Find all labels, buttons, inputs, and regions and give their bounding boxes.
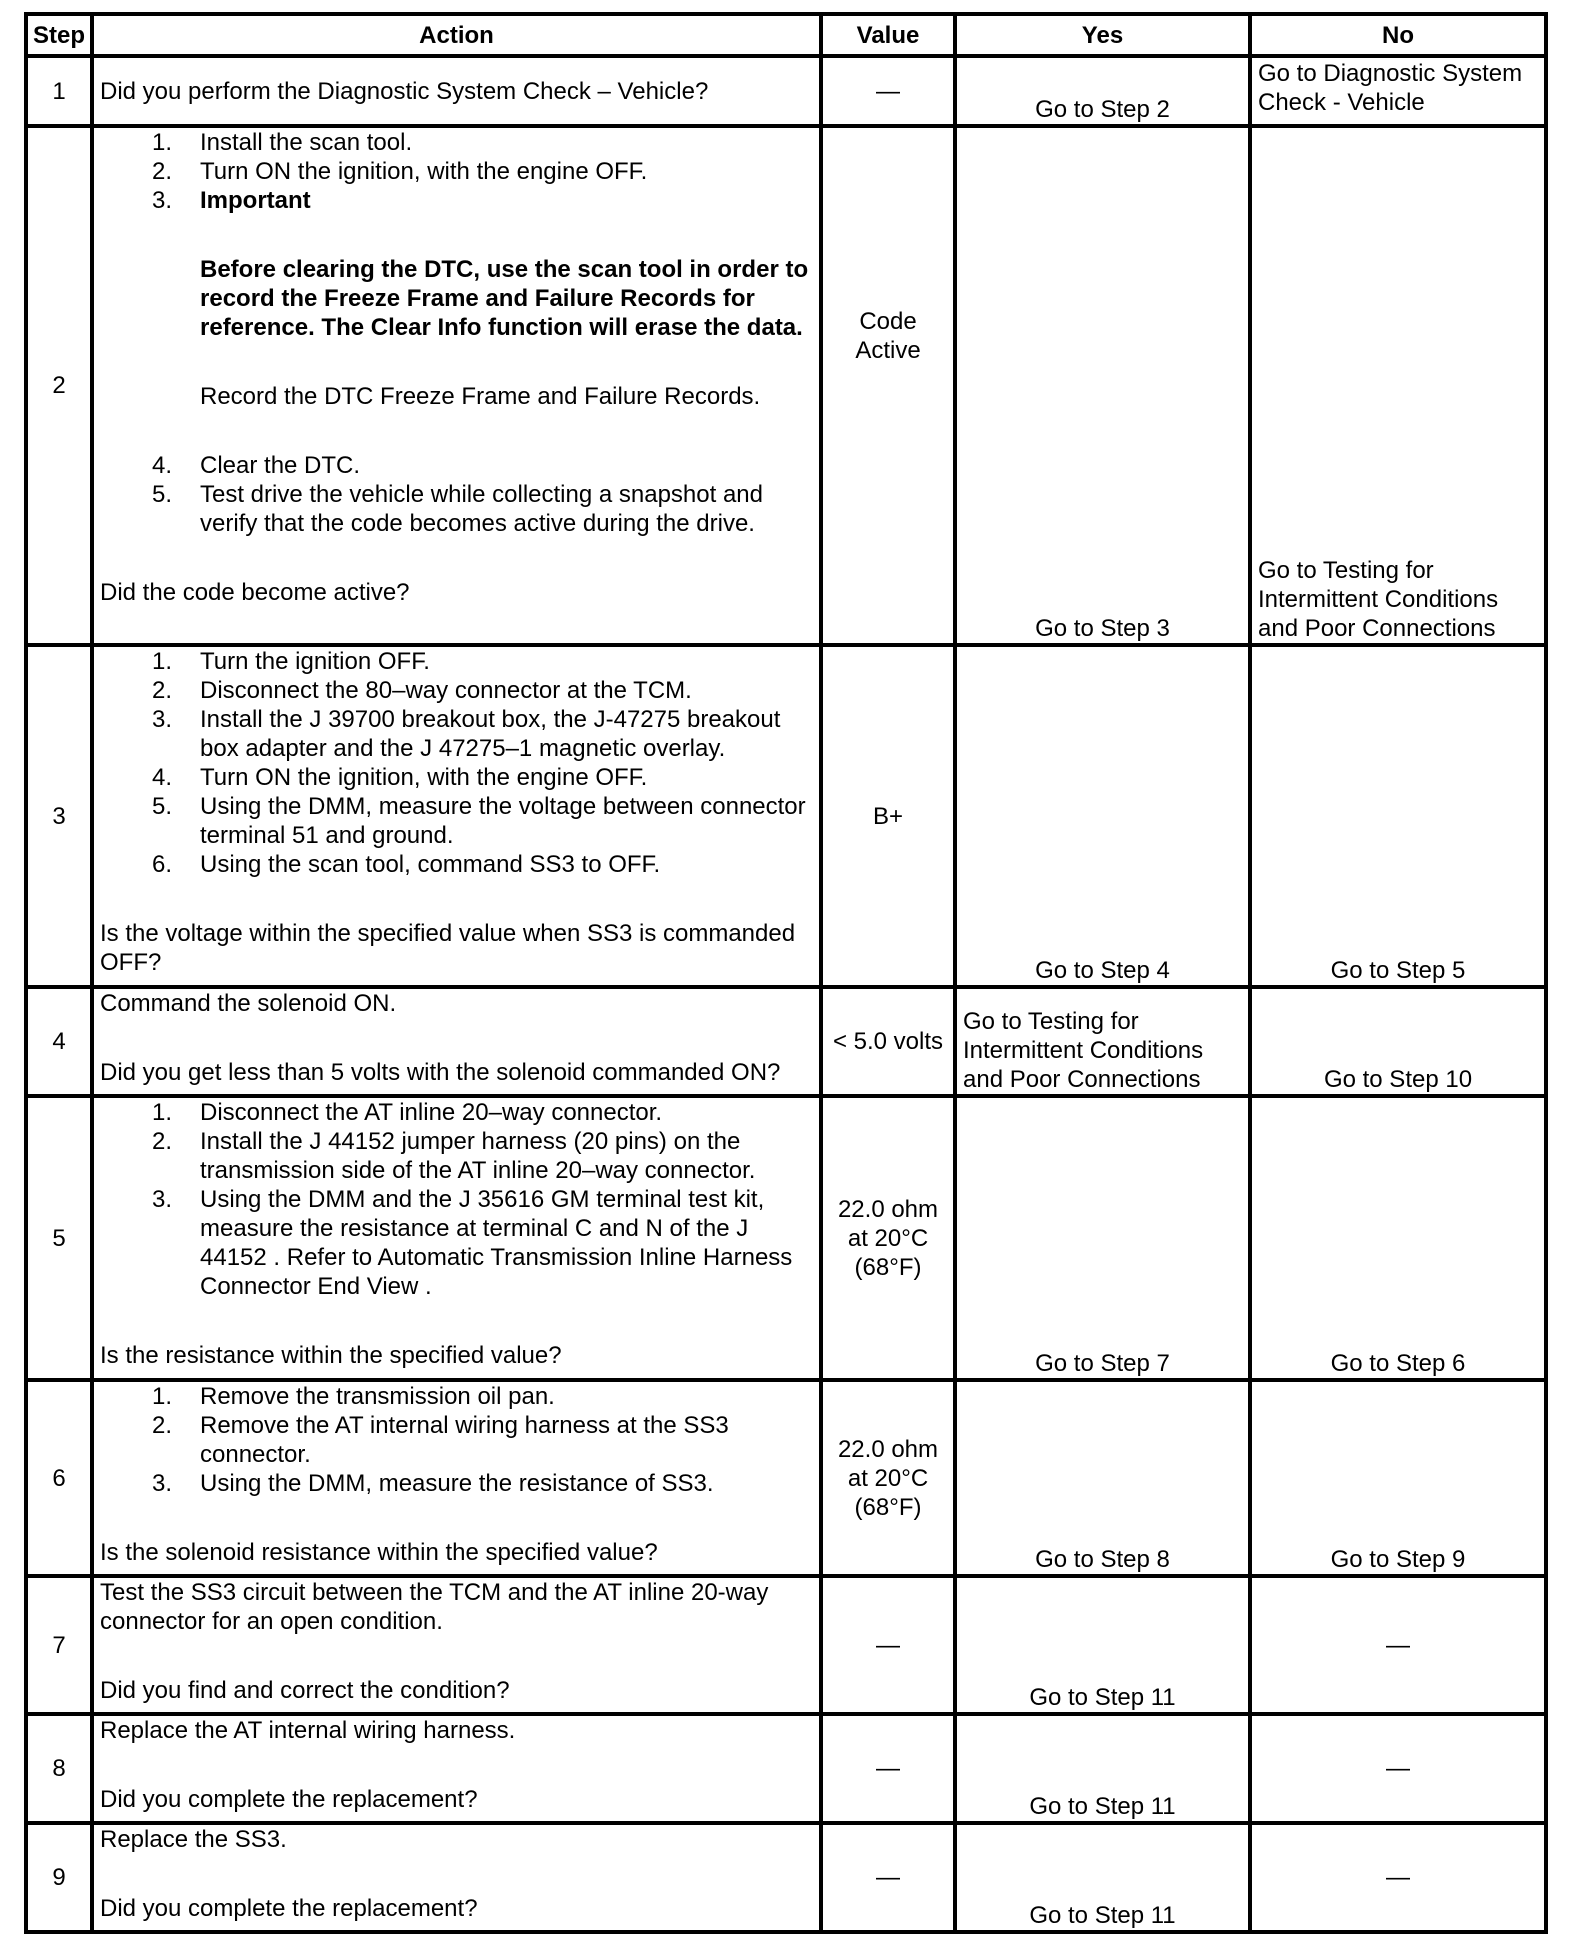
list-item: 2. Install the J 44152 jumper harness (20 pins) on the transmission side of the AT inline 20–way connector. <box>151 1128 756 1184</box>
value-cell: < 5.0 volts <box>821 987 955 1096</box>
table-row <box>26 1096 1546 1380</box>
table-row <box>26 987 1546 1096</box>
list-item: 5. Test drive the vehicle while collecting a snapshot and verify that the code becomes active during the drive. <box>151 481 763 537</box>
header-action: Action <box>92 14 821 56</box>
no-cell: — <box>1250 1576 1546 1714</box>
table-row <box>26 1823 1546 1932</box>
list-item: 3. Install the J 39700 breakout box, the J-47275 breakout box adapter and the J 47275–1 magnetic overlay. <box>151 706 781 762</box>
action-question: Did you complete the replacement? <box>100 1786 478 1813</box>
action-question: Did the code become active? <box>100 579 410 606</box>
yes-cell: Go to Step 3 <box>955 126 1250 645</box>
step-number: 8 <box>26 1714 92 1823</box>
list-item: 1. Turn the ignition OFF. <box>151 648 430 675</box>
table-row <box>26 1714 1546 1823</box>
step-number: 7 <box>26 1576 92 1714</box>
action-cell <box>92 56 821 126</box>
action-cell <box>92 1576 821 1714</box>
action-cell <box>92 1096 821 1380</box>
no-cell: Go to Diagnostic System Check - Vehicle <box>1250 56 1546 126</box>
value-cell: — <box>821 56 955 126</box>
record-instruction: Record the DTC Freeze Frame and Failure Records. <box>200 383 761 410</box>
action-question: Is the voltage within the specified value when SS3 is commanded OFF? <box>100 920 796 976</box>
list-item: 1. Install the scan tool. <box>151 129 413 156</box>
diagnostic-table <box>24 12 1548 1934</box>
yes-cell: Go to Step 11 <box>955 1714 1250 1823</box>
action-cell <box>92 1714 821 1823</box>
header-no: No <box>1250 14 1546 56</box>
action-list <box>100 128 813 215</box>
important-note: Before clearing the DTC, use the scan tool in order to record the Freeze Frame and Failure Records for reference. The Clear Info function will erase the data. <box>200 256 809 341</box>
action-list <box>100 1098 813 1301</box>
step-number: 5 <box>26 1096 92 1380</box>
step-number: 6 <box>26 1380 92 1576</box>
header-value: Value <box>821 14 955 56</box>
list-item: 6. Using the scan tool, command SS3 to OFF. <box>151 851 661 878</box>
no-cell: Go to Step 9 <box>1250 1380 1546 1576</box>
no-cell: — <box>1250 1823 1546 1932</box>
yes-cell: Go to Step 2 <box>955 56 1250 126</box>
value-cell: Code Active <box>821 126 955 645</box>
header-yes: Yes <box>955 14 1250 56</box>
yes-cell: Go to Step 11 <box>955 1823 1250 1932</box>
step-number: 3 <box>26 645 92 987</box>
action-cell <box>92 1380 821 1576</box>
list-item: 1. Remove the transmission oil pan. <box>151 1383 555 1410</box>
action-text: Replace the AT internal wiring harness. <box>100 1717 516 1744</box>
yes-cell: Go to Testing for Intermittent Conditions and Poor Connections <box>955 987 1250 1096</box>
header-step: Step <box>26 14 92 56</box>
no-cell: Go to Step 6 <box>1250 1096 1546 1380</box>
value-cell: 22.0 ohm at 20°C (68°F) <box>821 1096 955 1380</box>
action-cell <box>92 987 821 1096</box>
action-text: Replace the SS3. <box>100 1826 287 1853</box>
action-text: Command the solenoid ON. <box>100 990 397 1017</box>
step-number: 1 <box>26 56 92 126</box>
action-cell <box>92 126 821 645</box>
list-item: 5. Using the DMM, measure the voltage between connector terminal 51 and ground. <box>151 793 806 849</box>
no-cell: Go to Step 10 <box>1250 987 1546 1096</box>
yes-cell: Go to Step 11 <box>955 1576 1250 1714</box>
header-row <box>26 14 1546 56</box>
action-question: Did you find and correct the condition? <box>100 1677 510 1704</box>
step-number: 4 <box>26 987 92 1096</box>
no-cell: — <box>1250 1714 1546 1823</box>
value-cell: — <box>821 1576 955 1714</box>
table-row <box>26 1380 1546 1576</box>
action-list <box>100 647 813 879</box>
list-item: 2. Disconnect the 80–way connector at the TCM. <box>151 677 692 704</box>
list-item: 3. Important <box>151 187 311 214</box>
list-item: 2. Turn ON the ignition, with the engine OFF. <box>151 158 648 185</box>
step-number: 9 <box>26 1823 92 1932</box>
value-cell: B+ <box>821 645 955 987</box>
list-item: 3. Using the DMM, measure the resistance of SS3. <box>151 1470 714 1497</box>
table-row <box>26 126 1546 645</box>
list-item: 1. Disconnect the AT inline 20–way connector. <box>151 1099 663 1126</box>
table-row <box>26 56 1546 126</box>
action-cell <box>92 645 821 987</box>
list-item: 2. Remove the AT internal wiring harness at the SS3 connector. <box>151 1412 729 1468</box>
value-cell: — <box>821 1823 955 1932</box>
action-text: Test the SS3 circuit between the TCM and the AT inline 20-way connector for an open condition. <box>100 1579 769 1635</box>
yes-cell: Go to Step 7 <box>955 1096 1250 1380</box>
table-row <box>26 645 1546 987</box>
value-cell: 22.0 ohm at 20°C (68°F) <box>821 1380 955 1576</box>
table-row <box>26 1576 1546 1714</box>
action-question: Did you complete the replacement? <box>100 1895 478 1922</box>
action-list <box>100 1382 813 1498</box>
no-cell: Go to Step 5 <box>1250 645 1546 987</box>
no-cell: Go to Testing for Intermittent Conditions and Poor Connections <box>1250 126 1546 645</box>
yes-cell: Go to Step 8 <box>955 1380 1250 1576</box>
action-question: Did you perform the Diagnostic System Check – Vehicle? <box>100 77 709 105</box>
action-question: Is the resistance within the specified value? <box>100 1342 562 1369</box>
action-question: Is the solenoid resistance within the specified value? <box>100 1539 658 1566</box>
action-question: Did you get less than 5 volts with the solenoid commanded ON? <box>100 1059 781 1086</box>
list-item: 4. Clear the DTC. <box>151 452 361 479</box>
action-list <box>100 451 813 538</box>
step-number: 2 <box>26 126 92 645</box>
action-cell <box>92 1823 821 1932</box>
list-item: 4. Turn ON the ignition, with the engine OFF. <box>151 764 648 791</box>
list-item: 3. Using the DMM and the J 35616 GM terminal test kit, measure the resistance at terminal C and N of the J 44152 . Refer to Automatic Transmission Inline Harness Connector End View . <box>151 1186 793 1300</box>
yes-cell: Go to Step 4 <box>955 645 1250 987</box>
value-cell: — <box>821 1714 955 1823</box>
